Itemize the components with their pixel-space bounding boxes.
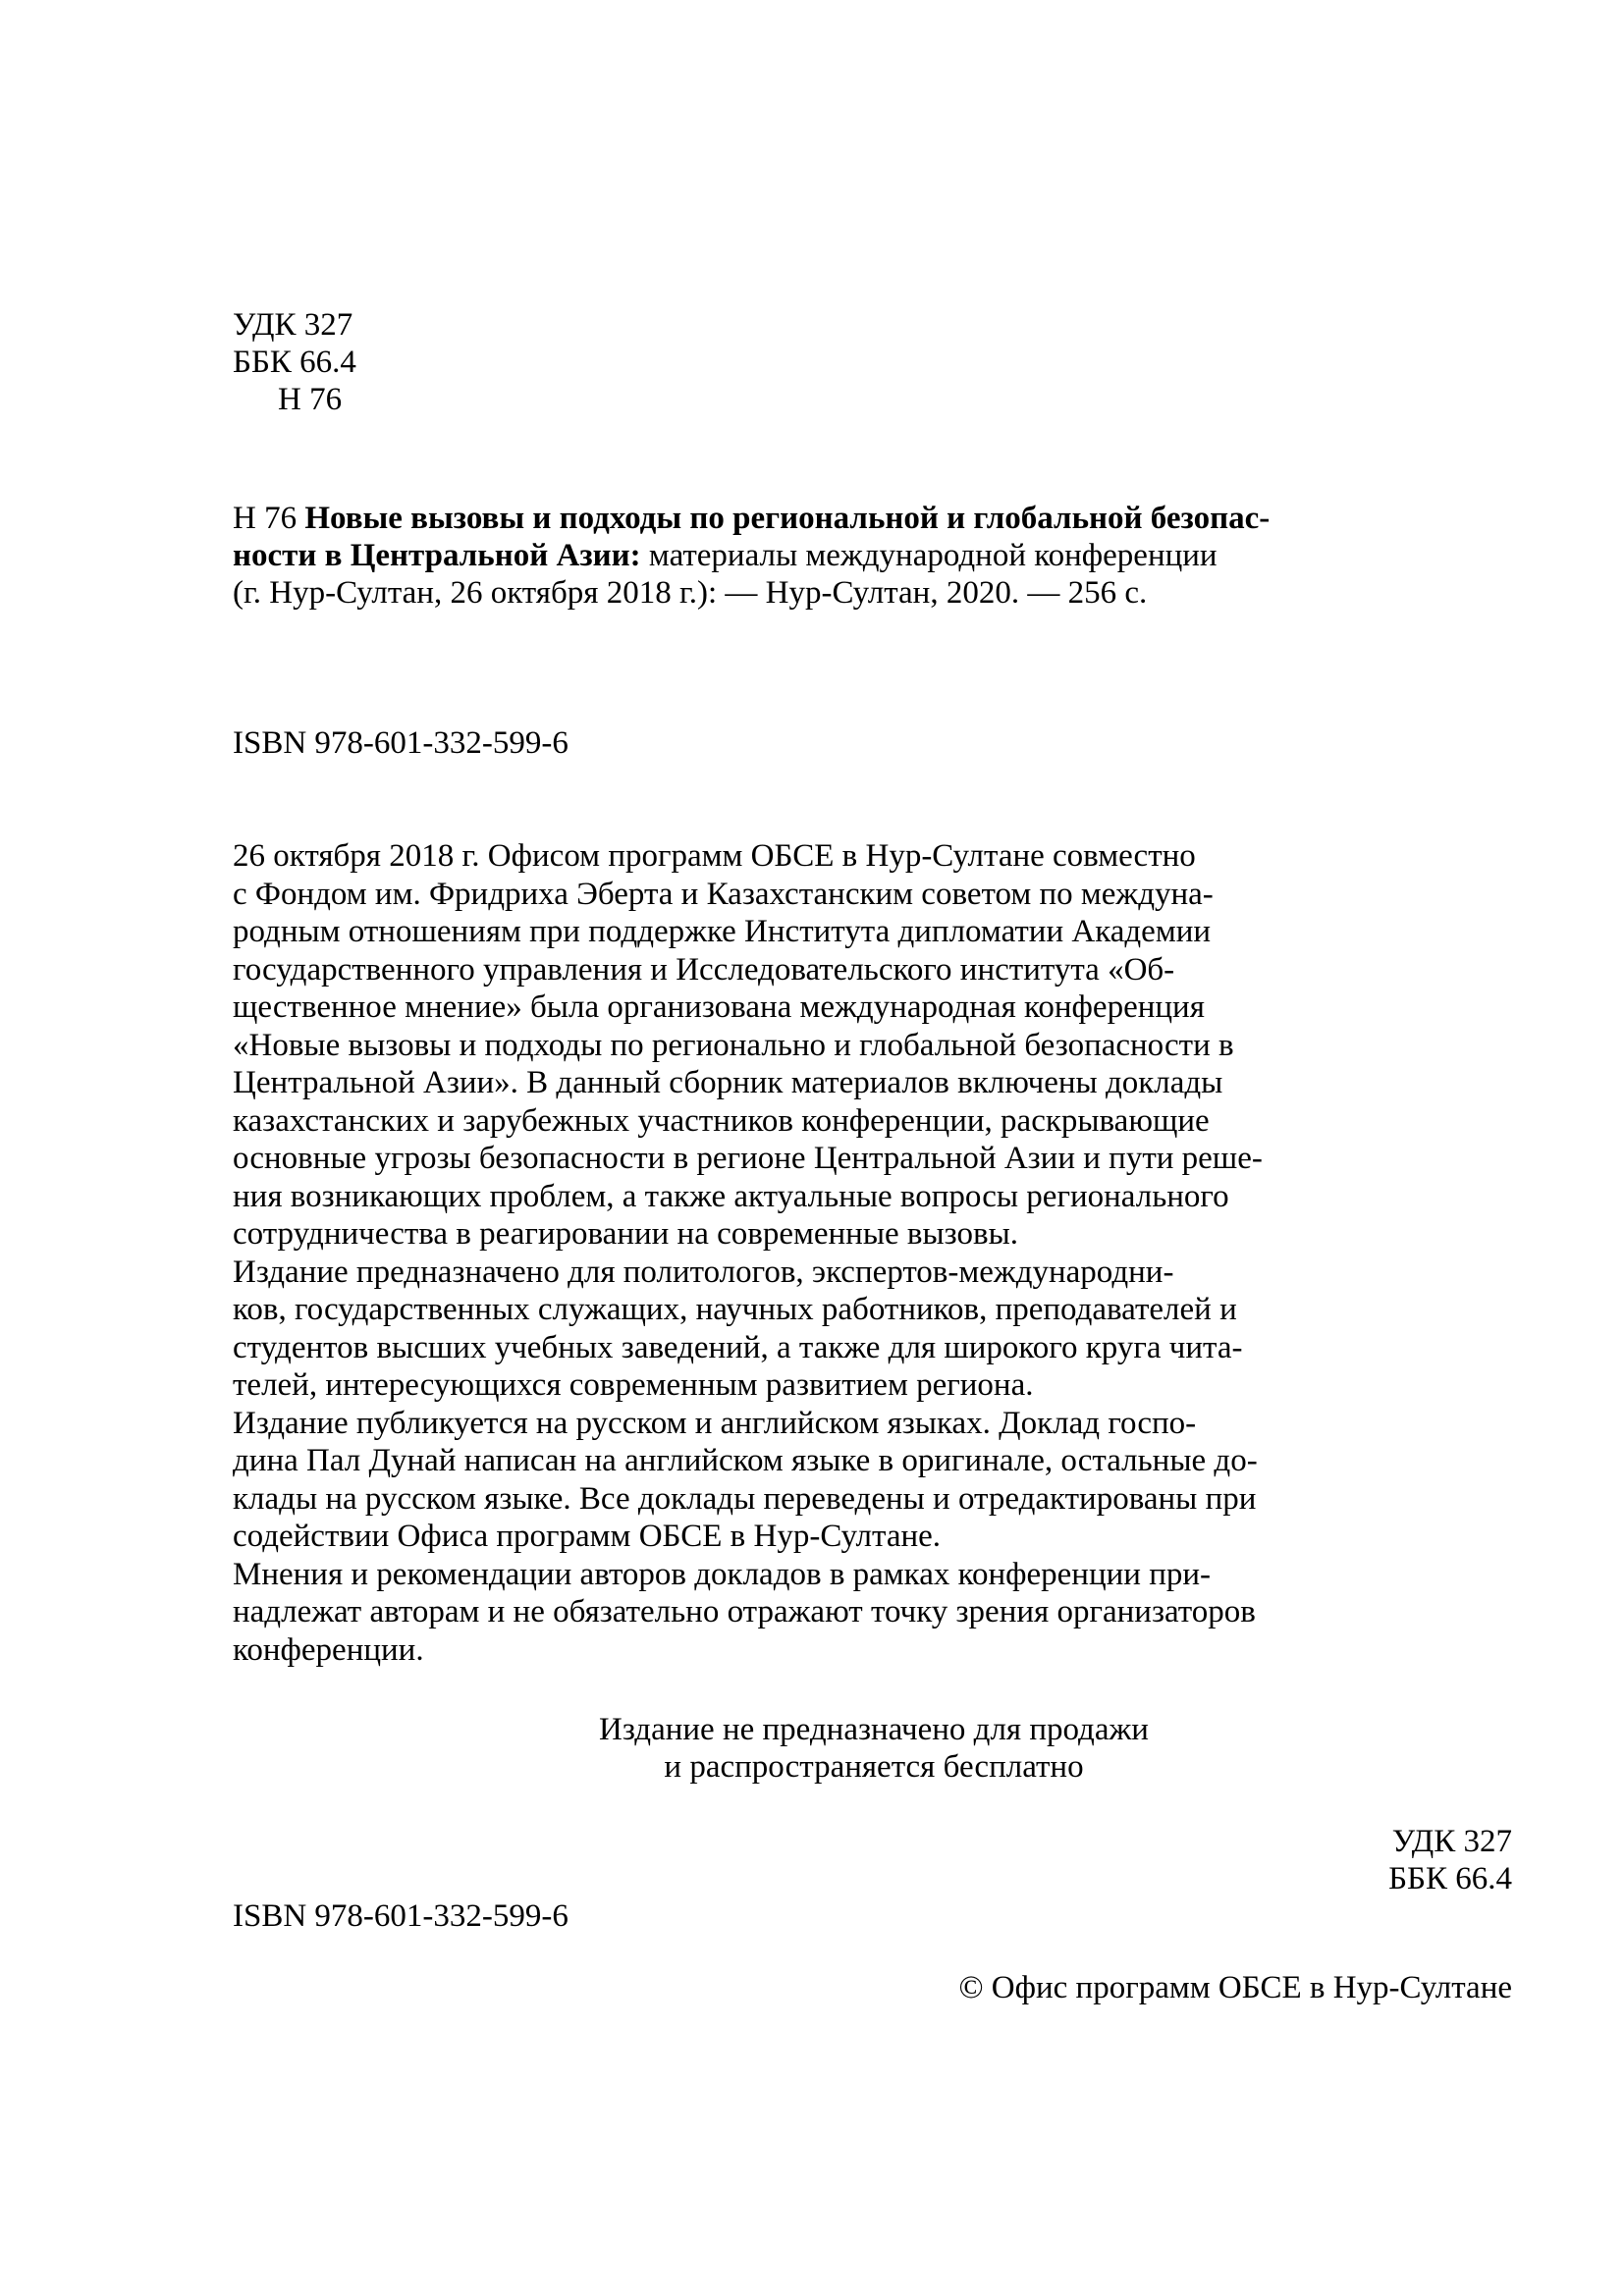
annotation-line: основные угрозы безопасности в регионе Центральной Азии и пути реше- bbox=[233, 1141, 1263, 1176]
bibliographic-entry bbox=[233, 500, 1270, 612]
annotation-line: с Фондом им. Фридриха Эберта и Казахстанским советом по междуна- bbox=[233, 876, 1214, 912]
annotation-line: государственного управления и Исследовательского института «Об- bbox=[233, 951, 1175, 988]
annotation-line: Издание предназначено для политологов, экспертов-международни- bbox=[233, 1254, 1174, 1290]
annotation-line: конференции. bbox=[233, 1631, 424, 1668]
bbk-code: ББК 66.4 bbox=[233, 345, 356, 380]
annotation-paragraph bbox=[233, 837, 1263, 1669]
annotation-line: Центральной Азии». В данный сборник материалов включены доклады bbox=[233, 1065, 1223, 1100]
annotation-line: ков, государственных служащих, научных работников, преподавателей и bbox=[233, 1292, 1237, 1327]
annotation-line: студентов высших учебных заведений, а также для широкого круга чита- bbox=[233, 1329, 1243, 1365]
annotation-line: казахстанских и зарубежных участников конференции, раскрывающие bbox=[233, 1102, 1210, 1139]
book-subtitle: материалы международной конференции bbox=[648, 538, 1218, 573]
book-title-part-1: Новые вызовы и подходы по региональной и глобальной безопас- bbox=[304, 501, 1271, 536]
annotation-line: «Новые вызовы и подходы по регионально и глобальной безопасности в bbox=[233, 1027, 1234, 1063]
distribution-note-line-2: и распространяется бесплатно bbox=[664, 1749, 1084, 1785]
annotation-line: дина Пал Дунай написан на английском языке в оригинале, остальные до- bbox=[233, 1443, 1258, 1478]
distribution-note bbox=[589, 1711, 1159, 1786]
biblio-line-3: (г. Нур-Султан, 26 октября 2018 г.): — Нур-Султан, 2020. — 256 с. bbox=[233, 575, 1148, 611]
annotation-line: родным отношениям при поддержке Института дипломатии Академии bbox=[233, 914, 1212, 949]
distribution-note-line-1: Издание не предназначено для продажи bbox=[599, 1712, 1149, 1747]
footer-bbk-code: ББК 66.4 bbox=[1388, 1861, 1512, 1896]
annotation-line: ния возникающих проблем, а также актуальные вопросы регионального bbox=[233, 1178, 1229, 1214]
annotation-line: телей, интересующихся современным развитием региона. bbox=[233, 1367, 1034, 1403]
udk-code: УДК 327 bbox=[233, 307, 353, 343]
footer-classification-codes bbox=[1388, 1823, 1512, 1897]
annotation-line: сотрудничества в реагировании на современные вызовы. bbox=[233, 1216, 1019, 1252]
annotation-line: 26 октября 2018 г. Офисом программ ОБСЕ в Нур-Султане совместно bbox=[233, 838, 1196, 874]
annotation-line: Издание публикуется на русском и английском языках. Доклад госпо- bbox=[233, 1405, 1197, 1441]
annotation-line: надлежат авторам и не обязательно отражают точку зрения организаторов bbox=[233, 1594, 1256, 1629]
biblio-line-1 bbox=[233, 500, 1270, 537]
annotation-line: клады на русском языке. Все доклады переведены и отредактированы при bbox=[233, 1480, 1257, 1517]
isbn-bottom: ISBN 978-601-332-599-6 bbox=[233, 1898, 568, 1934]
author-mark: Н 76 bbox=[278, 382, 343, 417]
footer-udk-code: УДК 327 bbox=[1391, 1824, 1512, 1859]
biblio-line-2 bbox=[233, 537, 1270, 574]
annotation-line: щественное мнение» была организована международная конференция bbox=[233, 989, 1205, 1025]
biblio-mark: Н 76 bbox=[233, 501, 298, 536]
annotation-line: Мнения и рекомендации авторов докладов в рамках конференции при- bbox=[233, 1556, 1212, 1592]
copyright-notice: © Офис программ ОБСЕ в Нур-Султане bbox=[958, 1970, 1512, 2005]
book-title-part-2: ности в Центральной Азии: bbox=[233, 538, 641, 573]
classification-codes bbox=[233, 306, 356, 418]
annotation-line: содействии Офиса программ ОБСЕ в Нур-Султане. bbox=[233, 1519, 942, 1554]
isbn-top: ISBN 978-601-332-599-6 bbox=[233, 725, 568, 761]
